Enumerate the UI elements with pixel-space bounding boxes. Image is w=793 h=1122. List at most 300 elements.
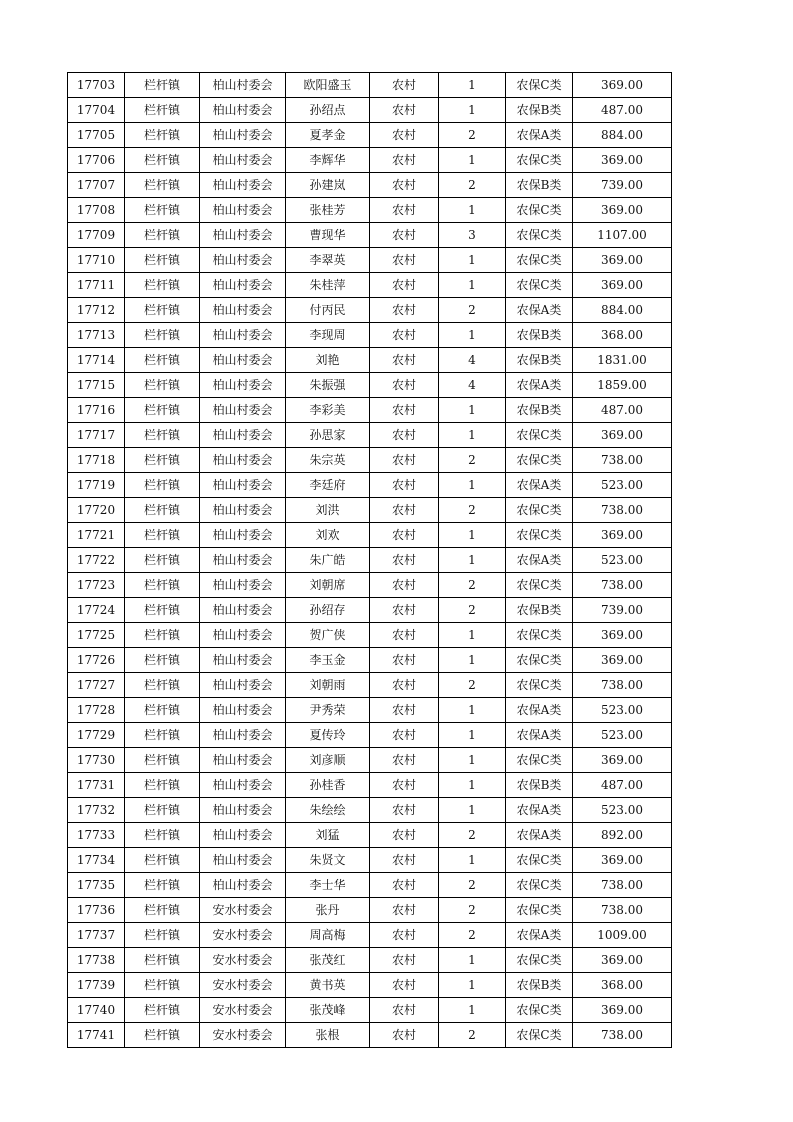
area-type-cell: 农村: [370, 373, 439, 398]
row-id-cell: 17728: [68, 698, 125, 723]
person-name-cell: 张桂芳: [286, 198, 370, 223]
insurance-category-cell: 农保A类: [506, 698, 573, 723]
row-id-cell: 17739: [68, 973, 125, 998]
insurance-category-cell: 农保A类: [506, 123, 573, 148]
table-row: [68, 148, 672, 173]
insurance-category-cell: 农保C类: [506, 223, 573, 248]
village-committee-cell: 安水村委会: [200, 898, 286, 923]
household-count-cell: 1: [439, 723, 506, 748]
table-row: [68, 323, 672, 348]
village-committee-cell: 柏山村委会: [200, 123, 286, 148]
table-row: [68, 523, 672, 548]
amount-cell: 523.00: [573, 698, 672, 723]
amount-cell: 369.00: [573, 198, 672, 223]
amount-cell: 369.00: [573, 423, 672, 448]
household-count-cell: 1: [439, 523, 506, 548]
person-name-cell: 张丹: [286, 898, 370, 923]
insurance-category-cell: 农保B类: [506, 98, 573, 123]
person-name-cell: 朱桂萍: [286, 273, 370, 298]
row-id-cell: 17709: [68, 223, 125, 248]
area-type-cell: 农村: [370, 848, 439, 873]
table-row: [68, 98, 672, 123]
area-type-cell: 农村: [370, 748, 439, 773]
village-committee-cell: 柏山村委会: [200, 323, 286, 348]
household-count-cell: 1: [439, 973, 506, 998]
amount-cell: 369.00: [573, 148, 672, 173]
row-id-cell: 17714: [68, 348, 125, 373]
person-name-cell: 李彩美: [286, 398, 370, 423]
area-type-cell: 农村: [370, 98, 439, 123]
town-cell: 栏杆镇: [125, 698, 200, 723]
household-count-cell: 2: [439, 448, 506, 473]
table-row: [68, 998, 672, 1023]
household-count-cell: 1: [439, 948, 506, 973]
table-row: [68, 873, 672, 898]
area-type-cell: 农村: [370, 923, 439, 948]
insurance-category-cell: 农保A类: [506, 923, 573, 948]
town-cell: 栏杆镇: [125, 1023, 200, 1048]
insurance-category-cell: 农保C类: [506, 423, 573, 448]
village-committee-cell: 柏山村委会: [200, 73, 286, 98]
person-name-cell: 李玉金: [286, 648, 370, 673]
village-committee-cell: 柏山村委会: [200, 248, 286, 273]
town-cell: 栏杆镇: [125, 548, 200, 573]
table-row: [68, 448, 672, 473]
table-row: [68, 373, 672, 398]
person-name-cell: 孙绍存: [286, 598, 370, 623]
village-committee-cell: 柏山村委会: [200, 223, 286, 248]
insurance-category-cell: 农保A类: [506, 823, 573, 848]
amount-cell: 738.00: [573, 898, 672, 923]
town-cell: 栏杆镇: [125, 123, 200, 148]
person-name-cell: 朱振强: [286, 373, 370, 398]
town-cell: 栏杆镇: [125, 673, 200, 698]
town-cell: 栏杆镇: [125, 473, 200, 498]
town-cell: 栏杆镇: [125, 373, 200, 398]
village-committee-cell: 柏山村委会: [200, 823, 286, 848]
area-type-cell: 农村: [370, 273, 439, 298]
table-row: [68, 948, 672, 973]
village-committee-cell: 柏山村委会: [200, 98, 286, 123]
area-type-cell: 农村: [370, 723, 439, 748]
village-committee-cell: 柏山村委会: [200, 498, 286, 523]
amount-cell: 369.00: [573, 948, 672, 973]
village-committee-cell: 柏山村委会: [200, 548, 286, 573]
area-type-cell: 农村: [370, 798, 439, 823]
amount-cell: 523.00: [573, 473, 672, 498]
person-name-cell: 孙建岚: [286, 173, 370, 198]
person-name-cell: 李翠英: [286, 248, 370, 273]
town-cell: 栏杆镇: [125, 748, 200, 773]
village-committee-cell: 柏山村委会: [200, 698, 286, 723]
person-name-cell: 周高梅: [286, 923, 370, 948]
village-committee-cell: 柏山村委会: [200, 273, 286, 298]
person-name-cell: 张茂红: [286, 948, 370, 973]
household-count-cell: 1: [439, 398, 506, 423]
row-id-cell: 17723: [68, 573, 125, 598]
insurance-category-cell: 农保C类: [506, 848, 573, 873]
row-id-cell: 17715: [68, 373, 125, 398]
household-count-cell: 1: [439, 798, 506, 823]
row-id-cell: 17729: [68, 723, 125, 748]
household-count-cell: 2: [439, 573, 506, 598]
row-id-cell: 17708: [68, 198, 125, 223]
household-count-cell: 1: [439, 998, 506, 1023]
amount-cell: 369.00: [573, 73, 672, 98]
row-id-cell: 17720: [68, 498, 125, 523]
person-name-cell: 黄书英: [286, 973, 370, 998]
town-cell: 栏杆镇: [125, 498, 200, 523]
person-name-cell: 刘欢: [286, 523, 370, 548]
insurance-category-cell: 农保B类: [506, 773, 573, 798]
household-count-cell: 1: [439, 273, 506, 298]
amount-cell: 739.00: [573, 173, 672, 198]
household-count-cell: 1: [439, 148, 506, 173]
household-count-cell: 1: [439, 848, 506, 873]
person-name-cell: 孙绍点: [286, 98, 370, 123]
table-body: [68, 73, 672, 1048]
area-type-cell: 农村: [370, 523, 439, 548]
household-count-cell: 2: [439, 598, 506, 623]
household-count-cell: 2: [439, 123, 506, 148]
person-name-cell: 夏传玲: [286, 723, 370, 748]
area-type-cell: 农村: [370, 573, 439, 598]
household-count-cell: 2: [439, 898, 506, 923]
row-id-cell: 17707: [68, 173, 125, 198]
area-type-cell: 农村: [370, 973, 439, 998]
amount-cell: 738.00: [573, 448, 672, 473]
insurance-category-cell: 农保C类: [506, 873, 573, 898]
insurance-category-cell: 农保B类: [506, 973, 573, 998]
town-cell: 栏杆镇: [125, 923, 200, 948]
village-committee-cell: 柏山村委会: [200, 773, 286, 798]
person-name-cell: 李辉华: [286, 148, 370, 173]
row-id-cell: 17725: [68, 623, 125, 648]
village-committee-cell: 柏山村委会: [200, 523, 286, 548]
town-cell: 栏杆镇: [125, 423, 200, 448]
row-id-cell: 17706: [68, 148, 125, 173]
table-row: [68, 773, 672, 798]
area-type-cell: 农村: [370, 898, 439, 923]
household-count-cell: 1: [439, 773, 506, 798]
village-committee-cell: 柏山村委会: [200, 348, 286, 373]
town-cell: 栏杆镇: [125, 348, 200, 373]
table-row: [68, 748, 672, 773]
insurance-category-cell: 农保C类: [506, 623, 573, 648]
table-row: [68, 923, 672, 948]
table-row: [68, 848, 672, 873]
household-count-cell: 1: [439, 548, 506, 573]
insurance-category-cell: 农保C类: [506, 898, 573, 923]
insurance-category-cell: 农保C类: [506, 448, 573, 473]
household-count-cell: 2: [439, 873, 506, 898]
town-cell: 栏杆镇: [125, 73, 200, 98]
row-id-cell: 17705: [68, 123, 125, 148]
village-committee-cell: 柏山村委会: [200, 448, 286, 473]
village-committee-cell: 柏山村委会: [200, 748, 286, 773]
household-count-cell: 1: [439, 648, 506, 673]
row-id-cell: 17734: [68, 848, 125, 873]
area-type-cell: 农村: [370, 998, 439, 1023]
area-type-cell: 农村: [370, 348, 439, 373]
amount-cell: 884.00: [573, 123, 672, 148]
town-cell: 栏杆镇: [125, 298, 200, 323]
household-count-cell: 1: [439, 473, 506, 498]
person-name-cell: 付丙民: [286, 298, 370, 323]
area-type-cell: 农村: [370, 248, 439, 273]
amount-cell: 523.00: [573, 723, 672, 748]
village-committee-cell: 柏山村委会: [200, 423, 286, 448]
row-id-cell: 17719: [68, 473, 125, 498]
insurance-category-cell: 农保B类: [506, 398, 573, 423]
household-count-cell: 1: [439, 198, 506, 223]
row-id-cell: 17733: [68, 823, 125, 848]
village-committee-cell: 柏山村委会: [200, 623, 286, 648]
insurance-category-cell: 农保B类: [506, 598, 573, 623]
household-count-cell: 1: [439, 748, 506, 773]
town-cell: 栏杆镇: [125, 798, 200, 823]
village-committee-cell: 安水村委会: [200, 998, 286, 1023]
person-name-cell: 朱绘绘: [286, 798, 370, 823]
table-row: [68, 248, 672, 273]
town-cell: 栏杆镇: [125, 323, 200, 348]
town-cell: 栏杆镇: [125, 273, 200, 298]
table-row: [68, 1023, 672, 1048]
village-committee-cell: 柏山村委会: [200, 848, 286, 873]
person-name-cell: 孙思家: [286, 423, 370, 448]
insurance-category-cell: 农保C类: [506, 748, 573, 773]
person-name-cell: 李现周: [286, 323, 370, 348]
person-name-cell: 刘洪: [286, 498, 370, 523]
table-row: [68, 498, 672, 523]
amount-cell: 738.00: [573, 1023, 672, 1048]
village-committee-cell: 柏山村委会: [200, 198, 286, 223]
household-count-cell: 2: [439, 823, 506, 848]
town-cell: 栏杆镇: [125, 223, 200, 248]
row-id-cell: 17731: [68, 773, 125, 798]
table-row: [68, 298, 672, 323]
town-cell: 栏杆镇: [125, 648, 200, 673]
household-count-cell: 2: [439, 173, 506, 198]
amount-cell: 369.00: [573, 648, 672, 673]
village-committee-cell: 柏山村委会: [200, 873, 286, 898]
town-cell: 栏杆镇: [125, 248, 200, 273]
row-id-cell: 17735: [68, 873, 125, 898]
table-row: [68, 973, 672, 998]
area-type-cell: 农村: [370, 323, 439, 348]
household-count-cell: 1: [439, 323, 506, 348]
insurance-category-cell: 农保C类: [506, 523, 573, 548]
person-name-cell: 李廷府: [286, 473, 370, 498]
insurance-category-cell: 农保A类: [506, 548, 573, 573]
person-name-cell: 贺广侠: [286, 623, 370, 648]
household-count-cell: 4: [439, 373, 506, 398]
table-row: [68, 423, 672, 448]
insurance-category-cell: 农保C类: [506, 673, 573, 698]
household-count-cell: 1: [439, 248, 506, 273]
row-id-cell: 17721: [68, 523, 125, 548]
area-type-cell: 农村: [370, 673, 439, 698]
household-count-cell: 1: [439, 423, 506, 448]
insurance-category-cell: 农保C类: [506, 998, 573, 1023]
table-row: [68, 398, 672, 423]
town-cell: 栏杆镇: [125, 948, 200, 973]
table-row: [68, 723, 672, 748]
area-type-cell: 农村: [370, 423, 439, 448]
area-type-cell: 农村: [370, 398, 439, 423]
allowance-table: [67, 72, 672, 1048]
town-cell: 栏杆镇: [125, 523, 200, 548]
amount-cell: 892.00: [573, 823, 672, 848]
household-count-cell: 2: [439, 923, 506, 948]
amount-cell: 369.00: [573, 748, 672, 773]
person-name-cell: 刘朝雨: [286, 673, 370, 698]
insurance-category-cell: 农保A类: [506, 298, 573, 323]
area-type-cell: 农村: [370, 823, 439, 848]
person-name-cell: 曹现华: [286, 223, 370, 248]
table-row: [68, 173, 672, 198]
table-row: [68, 798, 672, 823]
insurance-category-cell: 农保B类: [506, 173, 573, 198]
table-row: [68, 898, 672, 923]
amount-cell: 1009.00: [573, 923, 672, 948]
village-committee-cell: 柏山村委会: [200, 673, 286, 698]
village-committee-cell: 安水村委会: [200, 973, 286, 998]
village-committee-cell: 柏山村委会: [200, 598, 286, 623]
person-name-cell: 刘彦顺: [286, 748, 370, 773]
area-type-cell: 农村: [370, 623, 439, 648]
amount-cell: 369.00: [573, 273, 672, 298]
table-row: [68, 223, 672, 248]
area-type-cell: 农村: [370, 123, 439, 148]
town-cell: 栏杆镇: [125, 598, 200, 623]
insurance-category-cell: 农保C类: [506, 948, 573, 973]
person-name-cell: 李士华: [286, 873, 370, 898]
row-id-cell: 17732: [68, 798, 125, 823]
insurance-category-cell: 农保C类: [506, 648, 573, 673]
area-type-cell: 农村: [370, 948, 439, 973]
area-type-cell: 农村: [370, 173, 439, 198]
town-cell: 栏杆镇: [125, 623, 200, 648]
household-count-cell: 1: [439, 623, 506, 648]
area-type-cell: 农村: [370, 1023, 439, 1048]
area-type-cell: 农村: [370, 548, 439, 573]
household-count-cell: 4: [439, 348, 506, 373]
town-cell: 栏杆镇: [125, 723, 200, 748]
insurance-category-cell: 农保C类: [506, 1023, 573, 1048]
area-type-cell: 农村: [370, 773, 439, 798]
amount-cell: 369.00: [573, 623, 672, 648]
town-cell: 栏杆镇: [125, 448, 200, 473]
area-type-cell: 农村: [370, 448, 439, 473]
table-row: [68, 673, 672, 698]
insurance-category-cell: 农保A类: [506, 798, 573, 823]
village-committee-cell: 柏山村委会: [200, 298, 286, 323]
amount-cell: 487.00: [573, 398, 672, 423]
insurance-category-cell: 农保C类: [506, 273, 573, 298]
household-count-cell: 2: [439, 1023, 506, 1048]
household-count-cell: 1: [439, 698, 506, 723]
insurance-category-cell: 农保B类: [506, 323, 573, 348]
person-name-cell: 刘猛: [286, 823, 370, 848]
area-type-cell: 农村: [370, 648, 439, 673]
row-id-cell: 17703: [68, 73, 125, 98]
village-committee-cell: 柏山村委会: [200, 573, 286, 598]
person-name-cell: 朱广皓: [286, 548, 370, 573]
amount-cell: 487.00: [573, 98, 672, 123]
village-committee-cell: 柏山村委会: [200, 648, 286, 673]
village-committee-cell: 柏山村委会: [200, 723, 286, 748]
amount-cell: 1859.00: [573, 373, 672, 398]
row-id-cell: 17712: [68, 298, 125, 323]
insurance-category-cell: 农保C类: [506, 573, 573, 598]
household-count-cell: 1: [439, 73, 506, 98]
town-cell: 栏杆镇: [125, 848, 200, 873]
village-committee-cell: 柏山村委会: [200, 398, 286, 423]
area-type-cell: 农村: [370, 73, 439, 98]
household-count-cell: 2: [439, 298, 506, 323]
person-name-cell: 朱宗英: [286, 448, 370, 473]
row-id-cell: 17711: [68, 273, 125, 298]
village-committee-cell: 安水村委会: [200, 948, 286, 973]
row-id-cell: 17704: [68, 98, 125, 123]
row-id-cell: 17736: [68, 898, 125, 923]
table-row: [68, 573, 672, 598]
town-cell: 栏杆镇: [125, 398, 200, 423]
town-cell: 栏杆镇: [125, 148, 200, 173]
amount-cell: 369.00: [573, 848, 672, 873]
household-count-cell: 1: [439, 98, 506, 123]
village-committee-cell: 柏山村委会: [200, 373, 286, 398]
table-row: [68, 273, 672, 298]
area-type-cell: 农村: [370, 873, 439, 898]
amount-cell: 738.00: [573, 673, 672, 698]
row-id-cell: 17710: [68, 248, 125, 273]
town-cell: 栏杆镇: [125, 173, 200, 198]
table-row: [68, 198, 672, 223]
insurance-category-cell: 农保C类: [506, 198, 573, 223]
area-type-cell: 农村: [370, 598, 439, 623]
town-cell: 栏杆镇: [125, 198, 200, 223]
town-cell: 栏杆镇: [125, 873, 200, 898]
town-cell: 栏杆镇: [125, 773, 200, 798]
area-type-cell: 农村: [370, 198, 439, 223]
town-cell: 栏杆镇: [125, 973, 200, 998]
row-id-cell: 17738: [68, 948, 125, 973]
person-name-cell: 欧阳盛玉: [286, 73, 370, 98]
amount-cell: 369.00: [573, 998, 672, 1023]
row-id-cell: 17713: [68, 323, 125, 348]
insurance-category-cell: 农保A类: [506, 473, 573, 498]
town-cell: 栏杆镇: [125, 573, 200, 598]
amount-cell: 738.00: [573, 573, 672, 598]
row-id-cell: 17730: [68, 748, 125, 773]
row-id-cell: 17718: [68, 448, 125, 473]
person-name-cell: 张茂峰: [286, 998, 370, 1023]
table-row: [68, 698, 672, 723]
row-id-cell: 17716: [68, 398, 125, 423]
amount-cell: 1831.00: [573, 348, 672, 373]
amount-cell: 738.00: [573, 873, 672, 898]
area-type-cell: 农村: [370, 298, 439, 323]
town-cell: 栏杆镇: [125, 998, 200, 1023]
village-committee-cell: 柏山村委会: [200, 798, 286, 823]
household-count-cell: 2: [439, 498, 506, 523]
row-id-cell: 17740: [68, 998, 125, 1023]
table-row: [68, 548, 672, 573]
insurance-category-cell: 农保B类: [506, 348, 573, 373]
area-type-cell: 农村: [370, 223, 439, 248]
